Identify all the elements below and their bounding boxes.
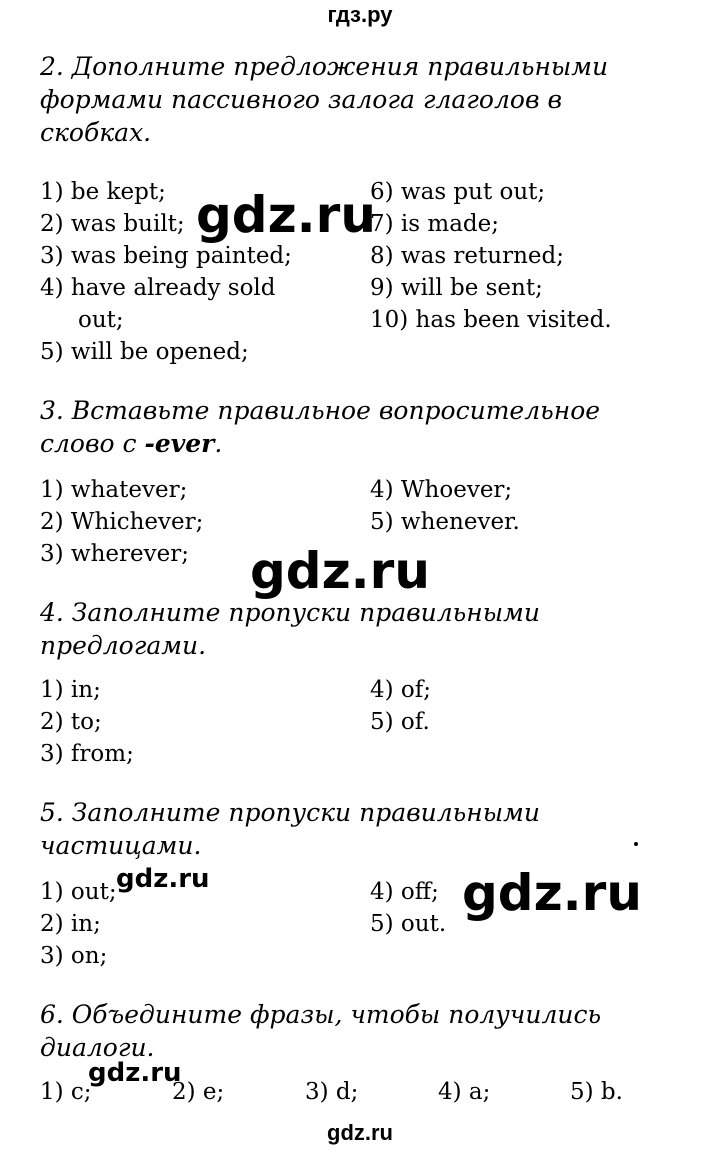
task-2-answer-2: 2) was built; — [40, 211, 185, 237]
task-5-answer-3: 3) on; — [40, 943, 108, 969]
task-3-answer-3: 3) wherever; — [40, 541, 189, 567]
task-3-answer-1: 1) whatever; — [40, 477, 188, 503]
task-4-answer-2: 2) to; — [40, 709, 102, 735]
task-4-answer-3: 3) from; — [40, 741, 134, 767]
task-2-answer-6: 6) was put out; — [370, 179, 546, 205]
task-4-answer-5: 5) of. — [370, 709, 430, 735]
task-6-answer-1: 1) c; — [40, 1079, 92, 1105]
task-5-answer-4: 4) off; — [370, 879, 439, 905]
task-3-answer-2: 2) Whichever; — [40, 509, 204, 535]
stray-dot — [634, 842, 638, 846]
task-2-answer-10: 10) has been visited. — [370, 307, 612, 333]
task-3-title — [40, 394, 680, 460]
site-header: гдз.ру — [327, 2, 393, 27]
task-2-answer-9: 9) will be sent; — [370, 275, 543, 301]
task-6-answer-2: 2) e; — [172, 1079, 225, 1105]
task-4-title: 4. Заполните пропуски правильными предлогами. — [40, 598, 540, 660]
task-2-answer-3: 3) was being painted; — [40, 243, 292, 269]
task-5-title: 5. Заполните пропуски правильными частицами. — [40, 798, 540, 860]
task-2-answer-8: 8) was returned; — [370, 243, 564, 269]
watermark: gdz.ru — [250, 542, 430, 600]
task-3-answer-4: 4) Whoever; — [370, 477, 513, 503]
task-2-answer-4-cont: out; — [78, 307, 124, 333]
task-3-title-text: 3. Вставьте правильное вопросительное слово с — [40, 396, 601, 458]
task-6-title: 6. Объедините фразы, чтобы получились диалоги. — [40, 1000, 602, 1062]
watermark: gdz.ru — [116, 864, 210, 894]
task-4-answer-4: 4) of; — [370, 677, 432, 703]
task-4-answer-1: 1) in; — [40, 677, 101, 703]
watermark: gdz.ru — [196, 186, 376, 244]
task-2-answer-1: 1) be kept; — [40, 179, 166, 205]
task-5-answer-5: 5) out. — [370, 911, 447, 937]
task-6-answer-4: 4) a; — [438, 1079, 491, 1105]
site-footer: gdz.ru — [327, 1120, 393, 1145]
task-5-answer-2: 2) in; — [40, 911, 101, 937]
task-6-answer-3: 3) d; — [305, 1079, 359, 1105]
task-3-title-ever: -ever — [144, 429, 215, 458]
watermark: gdz.ru — [462, 864, 642, 922]
task-2-answer-7: 7) is made; — [370, 211, 499, 237]
task-2-answer-5: 5) will be opened; — [40, 339, 249, 365]
task-2-answer-4: 4) have already sold — [40, 275, 276, 301]
task-5-answer-1: 1) out; — [40, 879, 117, 905]
task-3-answer-5: 5) whenever. — [370, 509, 520, 535]
task-2-title: 2. Дополните предложения правильными формами пассивного залога глаголов в скобках. — [40, 52, 609, 147]
watermark: gdz.ru — [88, 1058, 182, 1088]
task-3-title-end: . — [214, 429, 223, 458]
task-6-answer-5: 5) b. — [570, 1079, 623, 1105]
